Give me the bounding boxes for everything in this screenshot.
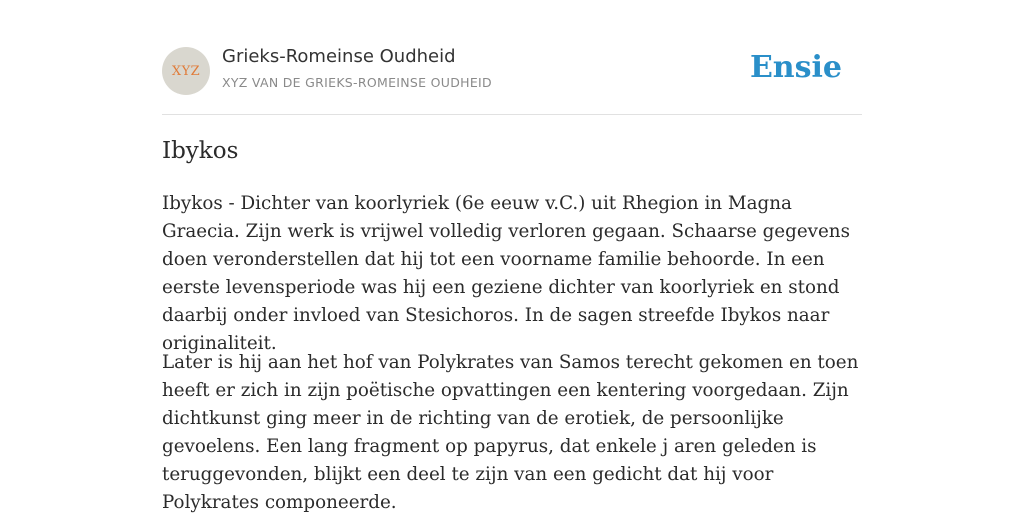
article-page	[162, 0, 862, 512]
article-title: Ibykos	[162, 138, 239, 164]
source-name[interactable]: Grieks-Romeinse Oudheid	[222, 46, 456, 67]
avatar-text: XYZ	[171, 63, 201, 79]
article-paragraph-2: Later is hij aan het hof van Polykrates van Samos terecht gekomen en toen heeft er zich in zijn poëtische opvattingen een kentering voorgedaan. Zijn dichtkunst ging meer in de richting van de erotiek, de persoonlijke gevoelens. Een lang fragment op papyrus, dat enkele j aren geleden is teruggevonden, blijkt een deel te zijn van een gedicht dat hij voor Polykrates componeerde.	[162, 352, 859, 513]
source-avatar[interactable]	[162, 47, 210, 95]
source-header	[162, 0, 862, 115]
ensie-logo[interactable]: Ensie	[749, 50, 842, 85]
source-subtitle: XYZ VAN DE GRIEKS-ROMEINSE OUDHEID	[222, 75, 492, 90]
article-paragraph-1: Ibykos - Dichter van koorlyriek (6e eeuw v.C.) uit Rhegion in Magna Graecia. Zijn werk is vrijwel volledig verloren gegaan. Schaarse gegevens doen veronderstellen dat hij tot een voorname familie behoorde. In een eerste levensperiode was hij een geziene dichter van koorlyriek en stond daarbij onder invloed van Stesichoros. In de sagen streefde Ibykos naar originaliteit.	[162, 193, 850, 354]
